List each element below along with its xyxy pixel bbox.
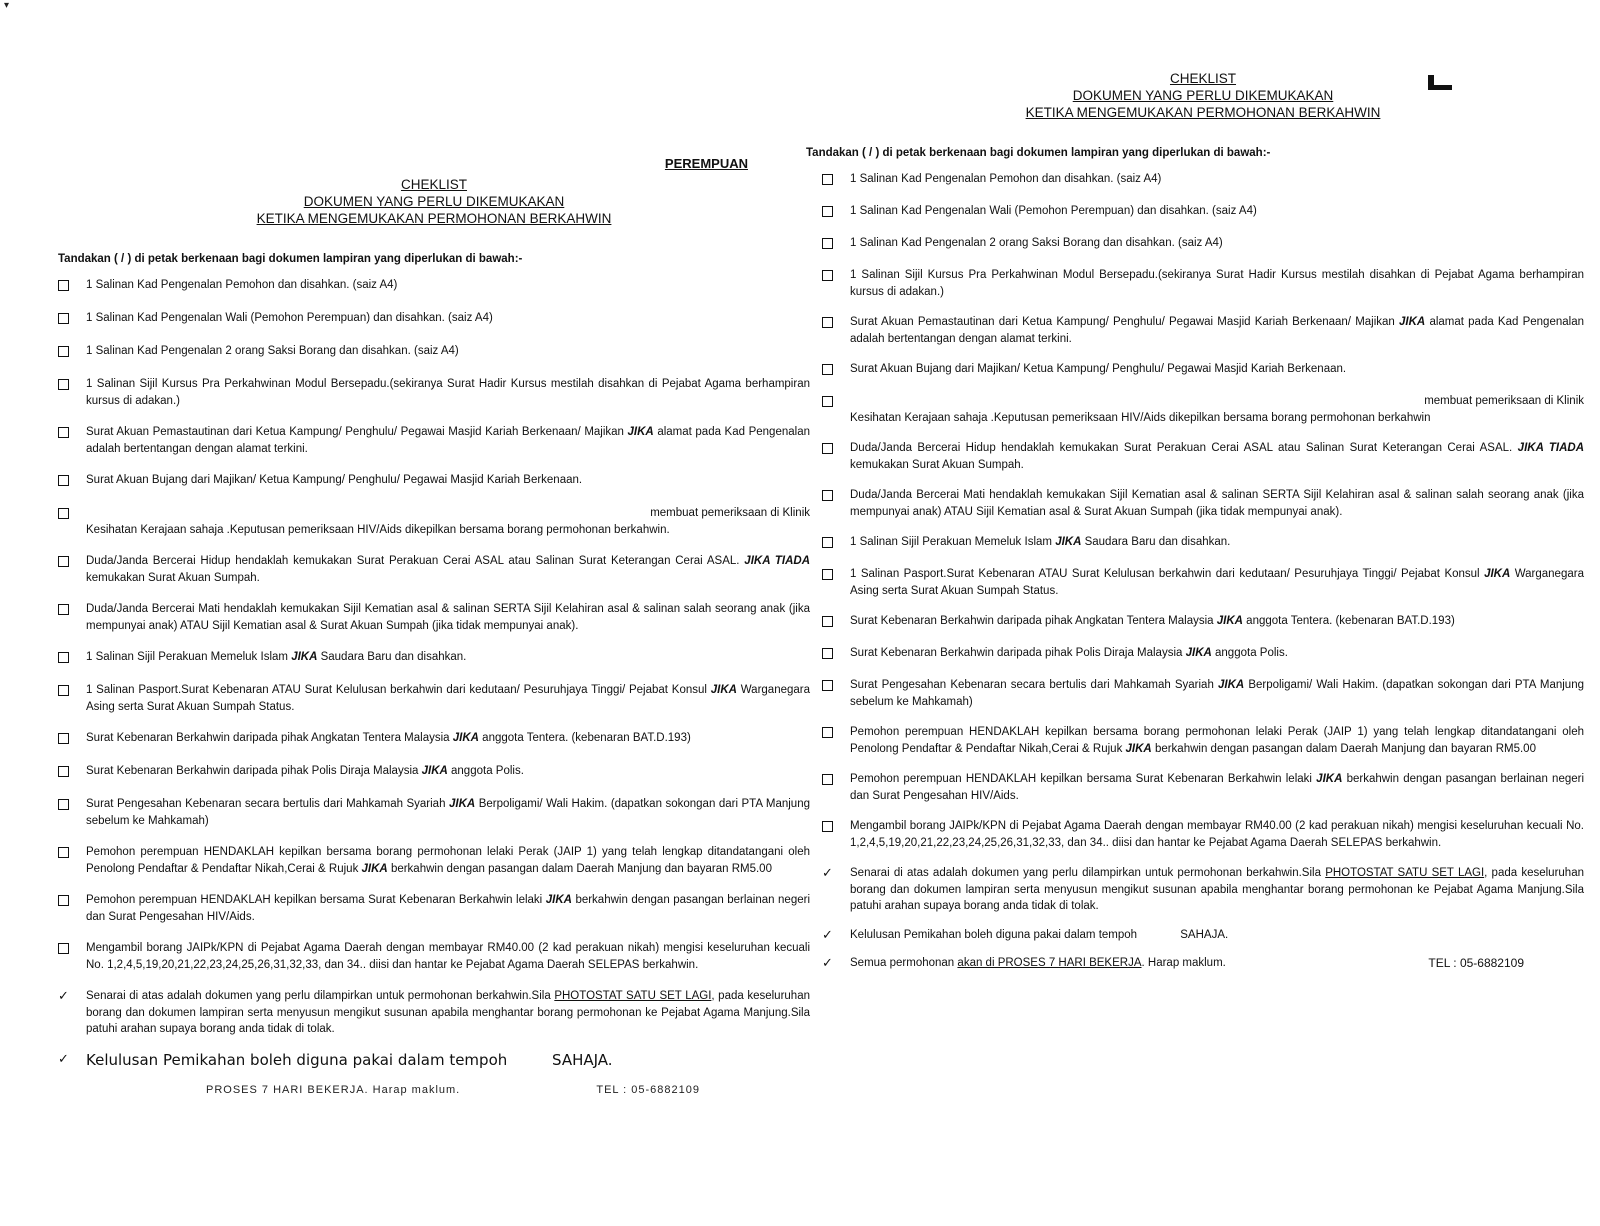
list-item: 1 Salinan Kad Pengenalan Wali (Pemohon Perempuan) dan disahkan. (saiz A4) (822, 203, 1584, 221)
checkbox[interactable] (58, 799, 69, 810)
checklist-title: CHEKLIST (1169, 71, 1237, 86)
checkbox[interactable] (822, 774, 833, 785)
check-icon: ✓ (822, 865, 833, 880)
checkbox[interactable] (58, 508, 69, 519)
checkbox[interactable] (58, 766, 69, 777)
checkbox[interactable] (58, 685, 69, 696)
list-item: Surat Akuan Pemastautinan dari Ketua Kampung/ Penghulu/ Pegawai Masjid Kariah Berkenaan/ Majikan JIKA alamat pada Kad Pengenalan adalah bertentangan dengan alamat terkini. (822, 314, 1584, 347)
checklist-subtitle: KETIKA MENGEMUKAKAN PERMOHONAN BERKAHWIN (256, 211, 612, 226)
checkbox[interactable] (822, 680, 833, 691)
list-item: 1 Salinan Kad Pengenalan Pemohon dan disahkan. (saiz A4) (58, 277, 810, 295)
checkbox[interactable] (58, 895, 69, 906)
list-item: 1 Salinan Sijil Kursus Pra Perkahwinan Modul Bersepadu.(sekiranya Surat Hadir Kursus mestilah disahkan di Pejabat Agama berhampiran kursus di adakan.) (822, 267, 1584, 300)
instruction: Tandakan ( / ) di petak berkenaan bagi dokumen lampiran yang diperlukan di bawah:- (806, 147, 1271, 159)
list-item: 1 Salinan Sijil Kursus Pra Perkahwinan Modul Bersepadu.(sekiranya Surat Hadir Kursus mestilah disahkan di Pejabat Agama berhampiran kursus di adakan.) (58, 376, 810, 409)
checkbox[interactable] (822, 443, 833, 454)
check-icon: ✓ (822, 955, 833, 970)
list-item: Surat Akuan Bujang dari Majikan/ Ketua Kampung/ Penghulu/ Pegawai Masjid Kariah Berkenaan. (58, 472, 810, 490)
checkbox[interactable] (822, 490, 833, 501)
list-item: 1 Salinan Pasport.Surat Kebenaran ATAU Surat Kelulusan berkahwin dari kedutaan/ Pesuruhjaya Tinggi/ Pejabat Konsul JIKA Warganegara Asing serta Surat Akuan Sumpah Status. (58, 682, 810, 715)
gender-label: PEREMPUAN (664, 156, 748, 171)
checkbox[interactable] (58, 427, 69, 438)
list-item: Duda/Janda Bercerai Mati hendaklah kemukakan Sijil Kematian asal & salinan SERTA Sijil Kelahiran asal & salinan salah seorang anak (jika mempunyai anak) ATAU Sijil Kematian asal & Surat Akuan Sumpah (jika tidak mempunyai anak). (822, 487, 1584, 520)
checkbox[interactable] (822, 317, 833, 328)
checklist-subtitle: DOKUMEN YANG PERLU DIKEMUKAKAN (303, 194, 565, 209)
list-item: Surat Kebenaran Berkahwin daripada pihak Angkatan Tentera Malaysia JIKA anggota Tentera. (kebenaran BAT.D.193) (822, 613, 1584, 631)
cut-off-line: PROSES 7 HARI BEKERJA. Harap maklum. TEL : 05-6882109 (206, 1084, 700, 1096)
list-item: 1 Salinan Sijil Perakuan Memeluk Islam JIKA Saudara Baru dan disahkan. (58, 649, 810, 667)
checklist-left (58, 156, 810, 1099)
scan-mark: ▾ (4, 0, 10, 11)
checkbox[interactable] (822, 270, 833, 281)
list-item: Mengambil borang JAIPk/KPN di Pejabat Agama Daerah dengan membayar RM40.00 (2 kad perakuan nikah) mengisi keseluruhan kecuali No. 1,2,4,5,19,20,21,22,23,24,25,26,31,32,33, dan 34.. diisi dan hantar ke Pejabat Agama Daerah SELEPAS berkahwin. (58, 940, 810, 973)
phone-number: TEL : 05-6882109 (1428, 956, 1524, 970)
list-item: 1 Salinan Kad Pengenalan Wali (Pemohon Perempuan) dan disahkan. (saiz A4) (58, 310, 810, 328)
checklist-right (806, 70, 1585, 972)
checkbox[interactable] (822, 174, 833, 185)
checkbox[interactable] (822, 396, 833, 407)
list-item: 1 Salinan Sijil Perakuan Memeluk Islam JIKA Saudara Baru dan disahkan. (822, 534, 1584, 552)
check-icon: ✓ (58, 988, 69, 1003)
instruction: Tandakan ( / ) di petak berkenaan bagi dokumen lampiran yang diperlukan di bawah:- (58, 253, 523, 265)
checkbox[interactable] (58, 379, 69, 390)
note-item: ✓ Semua permohonan akan di PROSES 7 HARI BEKERJA. Harap maklum. TEL : 05-6882109 (822, 955, 1524, 970)
list-item: Surat Pengesahan Kebenaran secara bertulis dari Mahkamah Syariah JIKA Berpoligami/ Wali Hakim. (dapatkan sokongan dari PTA Manjung sebelum ke Mahkamah) (822, 677, 1584, 710)
list-item: 1 Salinan Kad Pengenalan 2 orang Saksi Borang dan disahkan. (saiz A4) (822, 235, 1584, 253)
list-item: Surat Akuan Bujang dari Majikan/ Ketua Kampung/ Penghulu/ Pegawai Masjid Kariah Berkenaan. (822, 361, 1584, 379)
list-item: Duda/Janda Bercerai Hidup hendaklah kemukakan Surat Perakuan Cerai ASAL atau Salinan Surat Keterangan Cerai ASAL. JIKA TIADA kemukakan Surat Akuan Sumpah. (822, 440, 1584, 473)
checkbox[interactable] (58, 556, 69, 567)
list-item: Surat Kebenaran Berkahwin daripada pihak Angkatan Tentera Malaysia JIKA anggota Tentera. (kebenaran BAT.D.193) (58, 730, 810, 748)
checkbox[interactable] (822, 727, 833, 738)
list-item: Pemohon perempuan HENDAKLAH kepilkan bersama Surat Kebenaran Berkahwin lelaki JIKA berkahwin dengan pasangan berlainan negeri dan Surat Pengesahan HIV/Aids. (822, 771, 1584, 804)
checkbox[interactable] (58, 733, 69, 744)
list-item: membuat pemeriksaan di Klinik Kesihatan Kerajaan sahaja .Keputusan pemeriksaan HIV/Aids dikepilkan bersama borang permohonan berkahwin (822, 393, 1584, 426)
list-item: Duda/Janda Bercerai Mati hendaklah kemukakan Sijil Kematian asal & salinan SERTA Sijil Kelahiran asal & salinan salah seorang anak (jika mempunyai anak) ATAU Sijil Kematian asal & Surat Akuan Sumpah (jika tidak mempunyai anak). (58, 601, 810, 634)
list-item: Pemohon perempuan HENDAKLAH kepilkan bersama Surat Kebenaran Berkahwin lelaki JIKA berkahwin dengan pasangan berlainan negeri dan Surat Pengesahan HIV/Aids. (58, 892, 810, 925)
checkbox[interactable] (58, 280, 69, 291)
note-item: ✓ Senarai di atas adalah dokumen yang perlu dilampirkan untuk permohonan berkahwin.Sila PHOTOSTAT SATU SET LAGI, pada keseluruhan borang dan dokumen lampiran serta menyusun mengikut susunan apabila menghantar borang permohonan ke Pejabat Agama Manjung.Sila patuhi arahan supaya borang anda tidak di tolak. (822, 865, 1584, 912)
checkbox[interactable] (822, 364, 833, 375)
checkbox[interactable] (58, 604, 69, 615)
checkbox[interactable] (58, 346, 69, 357)
list-item: Surat Kebenaran Berkahwin daripada pihak Polis Diraja Malaysia JIKA anggota Polis. (822, 645, 1584, 663)
checkbox[interactable] (822, 206, 833, 217)
list-item: 1 Salinan Kad Pengenalan 2 orang Saksi Borang dan disahkan. (saiz A4) (58, 343, 810, 361)
checklist-subtitle: KETIKA MENGEMUKAKAN PERMOHONAN BERKAHWIN (1025, 105, 1381, 120)
checkbox[interactable] (58, 847, 69, 858)
checkbox[interactable] (58, 313, 69, 324)
checkbox[interactable] (822, 537, 833, 548)
checklist-subtitle: DOKUMEN YANG PERLU DIKEMUKAKAN (1072, 88, 1334, 103)
checkbox[interactable] (822, 648, 833, 659)
list-item: Duda/Janda Bercerai Hidup hendaklah kemukakan Surat Perakuan Cerai ASAL atau Salinan Surat Keterangan Cerai ASAL. JIKA TIADA kemukakan Surat Akuan Sumpah. (58, 553, 810, 586)
checkbox[interactable] (58, 475, 69, 486)
list-item: Surat Akuan Pemastautinan dari Ketua Kampung/ Penghulu/ Pegawai Masjid Kariah Berkenaan/ Majikan JIKA alamat pada Kad Pengenalan adalah bertentangan dengan alamat terkini. (58, 424, 810, 457)
check-icon: ✓ (822, 926, 833, 942)
list-item: 1 Salinan Pasport.Surat Kebenaran ATAU Surat Kelulusan berkahwin dari kedutaan/ Pesuruhjaya Tinggi/ Pejabat Konsul JIKA Warganegara Asing serta Surat Akuan Sumpah Status. (822, 566, 1584, 599)
list-item: 1 Salinan Kad Pengenalan Pemohon dan disahkan. (saiz A4) (822, 171, 1584, 189)
note-item: ✓ Kelulusan Pemikahan boleh diguna pakai dalam tempoh SAHAJA. (58, 1050, 613, 1069)
checkbox[interactable] (822, 238, 833, 249)
checkbox[interactable] (822, 616, 833, 627)
note-item: ✓ Senarai di atas adalah dokumen yang perlu dilampirkan untuk permohonan berkahwin.Sila PHOTOSTAT SATU SET LAGI, pada keseluruhan borang dan dokumen lampiran serta menyusun mengikut susunan apabila menghantar borang permohonan ke Pejabat Agama Manjung.Sila patuhi arahan supaya borang anda tidak di tolak. (58, 988, 810, 1035)
checklist-title: CHEKLIST (400, 177, 468, 192)
list-item: Mengambil borang JAIPk/KPN di Pejabat Agama Daerah dengan membayar RM40.00 (2 kad perakuan nikah) mengisi keseluruhan kecuali No. 1,2,4,5,19,20,21,22,23,24,25,26,31,32,33, dan 34.. diisi dan hantar ke Pejabat Agama Daerah SELEPAS berkahwin. (822, 818, 1584, 851)
list-item: Pemohon perempuan HENDAKLAH kepilkan bersama borang permohonan lelaki Perak (JAIP 1) yang telah lengkap ditandatangani oleh Penolong Pendaftar & Pendaftar Nikah,Cerai & Rujuk JIKA berkahwin dengan pasangan dalam Daerah Manjung dan bayaran RM5.00 (822, 724, 1584, 757)
checkbox[interactable] (58, 652, 69, 663)
check-icon: ✓ (58, 1051, 69, 1067)
list-item: membuat pemeriksaan di Klinik Kesihatan Kerajaan sahaja .Keputusan pemeriksaan HIV/Aids dikepilkan bersama borang permohonan berkahwin. (58, 505, 810, 538)
list-item: Pemohon perempuan HENDAKLAH kepilkan bersama borang permohonan lelaki Perak (JAIP 1) yang telah lengkap ditandatangani oleh Penolong Pendaftar & Pendaftar Nikah,Cerai & Rujuk JIKA berkahwin dengan pasangan dalam Daerah Manjung dan bayaran RM5.00 (58, 844, 810, 877)
checkbox[interactable] (822, 821, 833, 832)
note-item: ✓ Kelulusan Pemikahan boleh diguna pakai dalam tempoh SAHAJA. (822, 926, 1229, 942)
checkbox[interactable] (822, 569, 833, 580)
list-item: Surat Pengesahan Kebenaran secara bertulis dari Mahkamah Syariah JIKA Berpoligami/ Wali Hakim. (dapatkan sokongan dari PTA Manjung sebelum ke Mahkamah) (58, 796, 810, 829)
checkbox[interactable] (58, 943, 69, 954)
list-item: Surat Kebenaran Berkahwin daripada pihak Polis Diraja Malaysia JIKA anggota Polis. (58, 763, 810, 781)
